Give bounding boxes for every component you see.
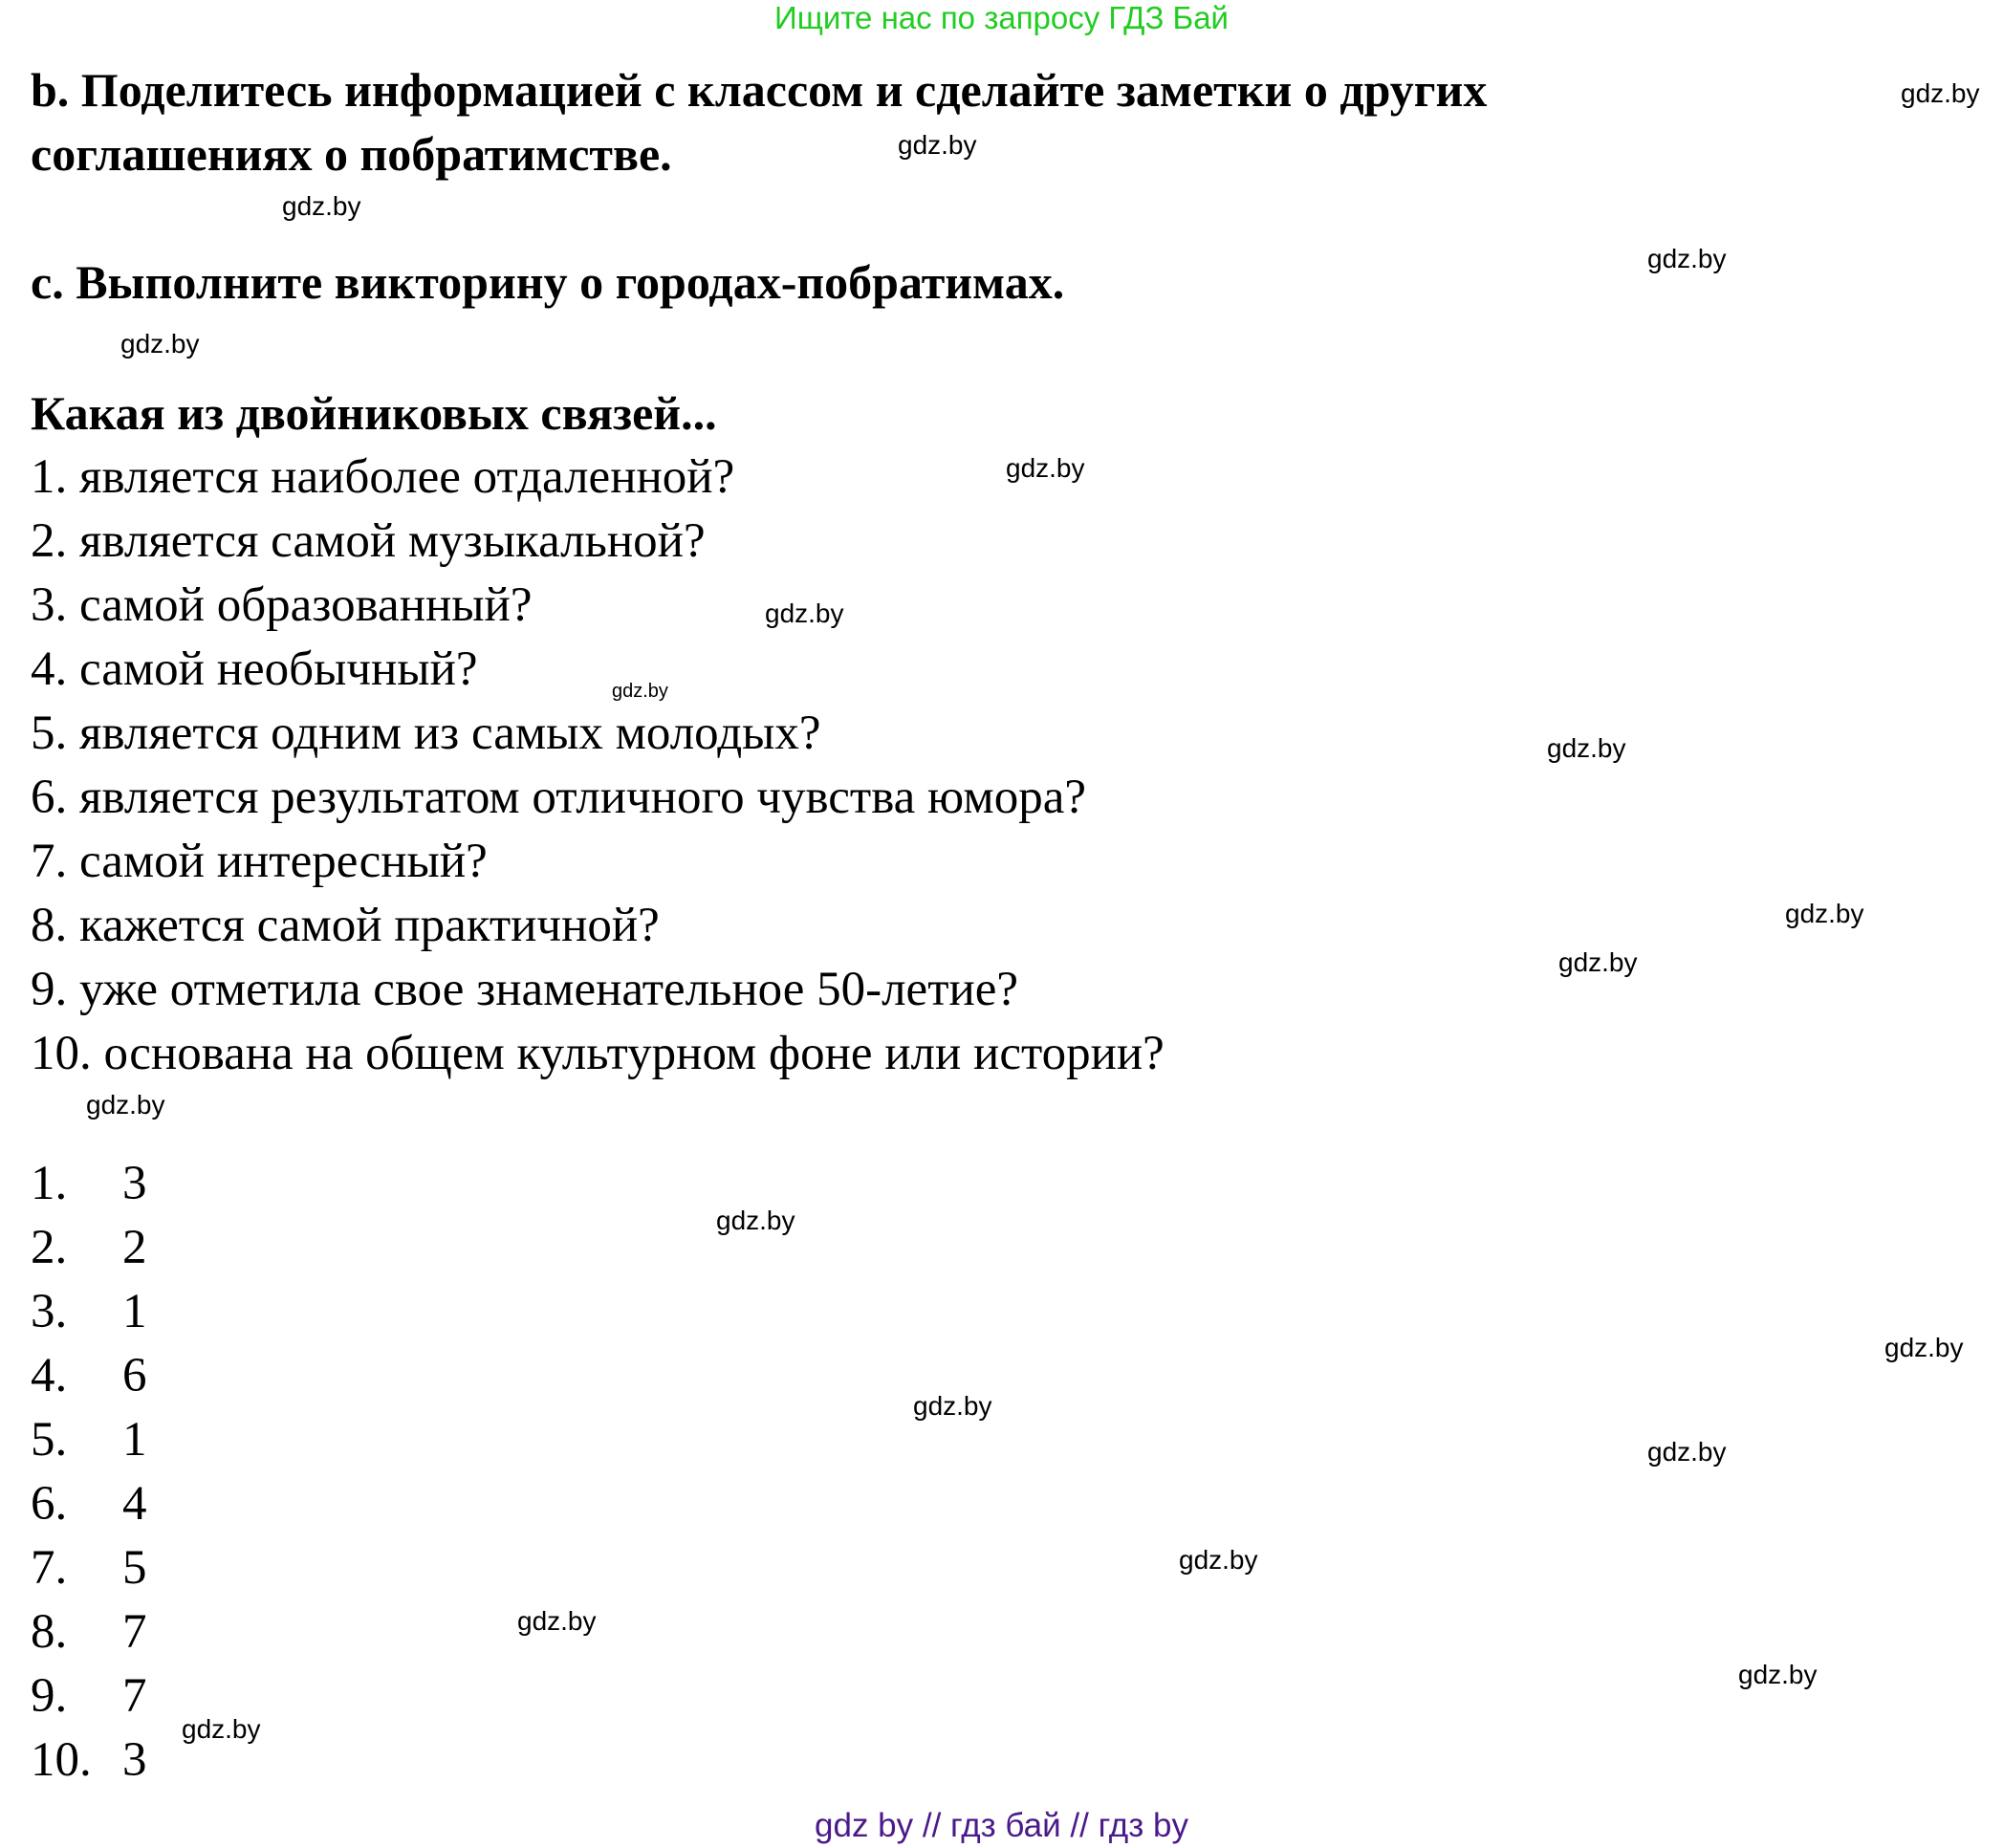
answer-number: 8. xyxy=(31,1605,68,1659)
answer-number: 7. xyxy=(31,1541,68,1595)
footer-links: gdz by // гдз бай // гдз by xyxy=(815,1807,1188,1844)
watermark: gdz.by xyxy=(1884,1333,1964,1362)
watermark: gdz.by xyxy=(86,1090,165,1120)
answer-number: 1. xyxy=(31,1157,68,1210)
question-item: 5. является одним из самых молодых? xyxy=(31,707,821,760)
question-item: 8. кажется самой практичной? xyxy=(31,899,660,952)
top-banner: Ищите нас по запросу ГДЗ Бай xyxy=(774,0,1229,35)
watermark: gdz.by xyxy=(765,598,844,628)
question-item: 2. является самой музыкальной? xyxy=(31,514,706,568)
question-intro: Какая из двойниковых связей... xyxy=(31,386,717,440)
answer-number: 5. xyxy=(31,1413,68,1467)
answer-value: 4 xyxy=(122,1477,147,1531)
answer-value: 1 xyxy=(122,1413,147,1467)
question-item: 4. самой необычный? xyxy=(31,642,478,696)
watermark: gdz.by xyxy=(120,329,200,359)
watermark: gdz.by xyxy=(1647,244,1727,273)
answer-number: 6. xyxy=(31,1477,68,1531)
watermark: gdz.by xyxy=(517,1606,597,1636)
question-item: 3. самой образованный? xyxy=(31,578,533,632)
watermark: gdz.by xyxy=(1558,947,1638,977)
watermark: gdz.by xyxy=(716,1206,795,1235)
heading-b-line2: соглашениях о побратимстве. xyxy=(31,127,672,181)
answer-value: 6 xyxy=(122,1349,147,1402)
watermark: gdz.by xyxy=(898,130,977,160)
answer-number: 2. xyxy=(31,1221,68,1274)
watermark: gdz.by xyxy=(1547,733,1626,763)
answer-value: 3 xyxy=(122,1157,147,1210)
watermark: gdz.by xyxy=(182,1714,261,1744)
answer-number: 3. xyxy=(31,1285,68,1338)
answer-value: 1 xyxy=(122,1285,147,1338)
answer-value: 7 xyxy=(122,1605,147,1659)
question-item: 6. является результатом отличного чувства юмора? xyxy=(31,771,1086,824)
answer-number: 4. xyxy=(31,1349,68,1402)
question-item: 9. уже отметила свое знаменательное 50-летие? xyxy=(31,963,1019,1016)
answer-number: 10. xyxy=(31,1733,92,1787)
watermark: gdz.by xyxy=(1738,1660,1818,1689)
answer-value: 2 xyxy=(122,1221,147,1274)
watermark: gdz.by xyxy=(1647,1437,1727,1467)
watermark: gdz.by xyxy=(1006,453,1085,483)
watermark: gdz.by xyxy=(282,191,361,221)
heading-c: c. Выполните викторину о городах-побратимах. xyxy=(31,255,1065,309)
question-item: 10. основана на общем культурном фоне или истории? xyxy=(31,1027,1165,1080)
watermark: gdz.by xyxy=(913,1391,992,1421)
watermark: gdz.by xyxy=(612,681,668,702)
answer-value: 5 xyxy=(122,1541,147,1595)
watermark: gdz.by xyxy=(1179,1545,1258,1575)
question-item: 1. является наиболее отдаленной? xyxy=(31,450,735,504)
heading-b-line1: b. Поделитесь информацией с классом и сделайте заметки о других xyxy=(31,63,1488,117)
answer-value: 3 xyxy=(122,1733,147,1787)
question-item: 7. самой интересный? xyxy=(31,835,488,888)
answer-value: 7 xyxy=(122,1669,147,1723)
answer-number: 9. xyxy=(31,1669,68,1723)
watermark: gdz.by xyxy=(1901,78,1980,108)
watermark: gdz.by xyxy=(1785,899,1864,928)
